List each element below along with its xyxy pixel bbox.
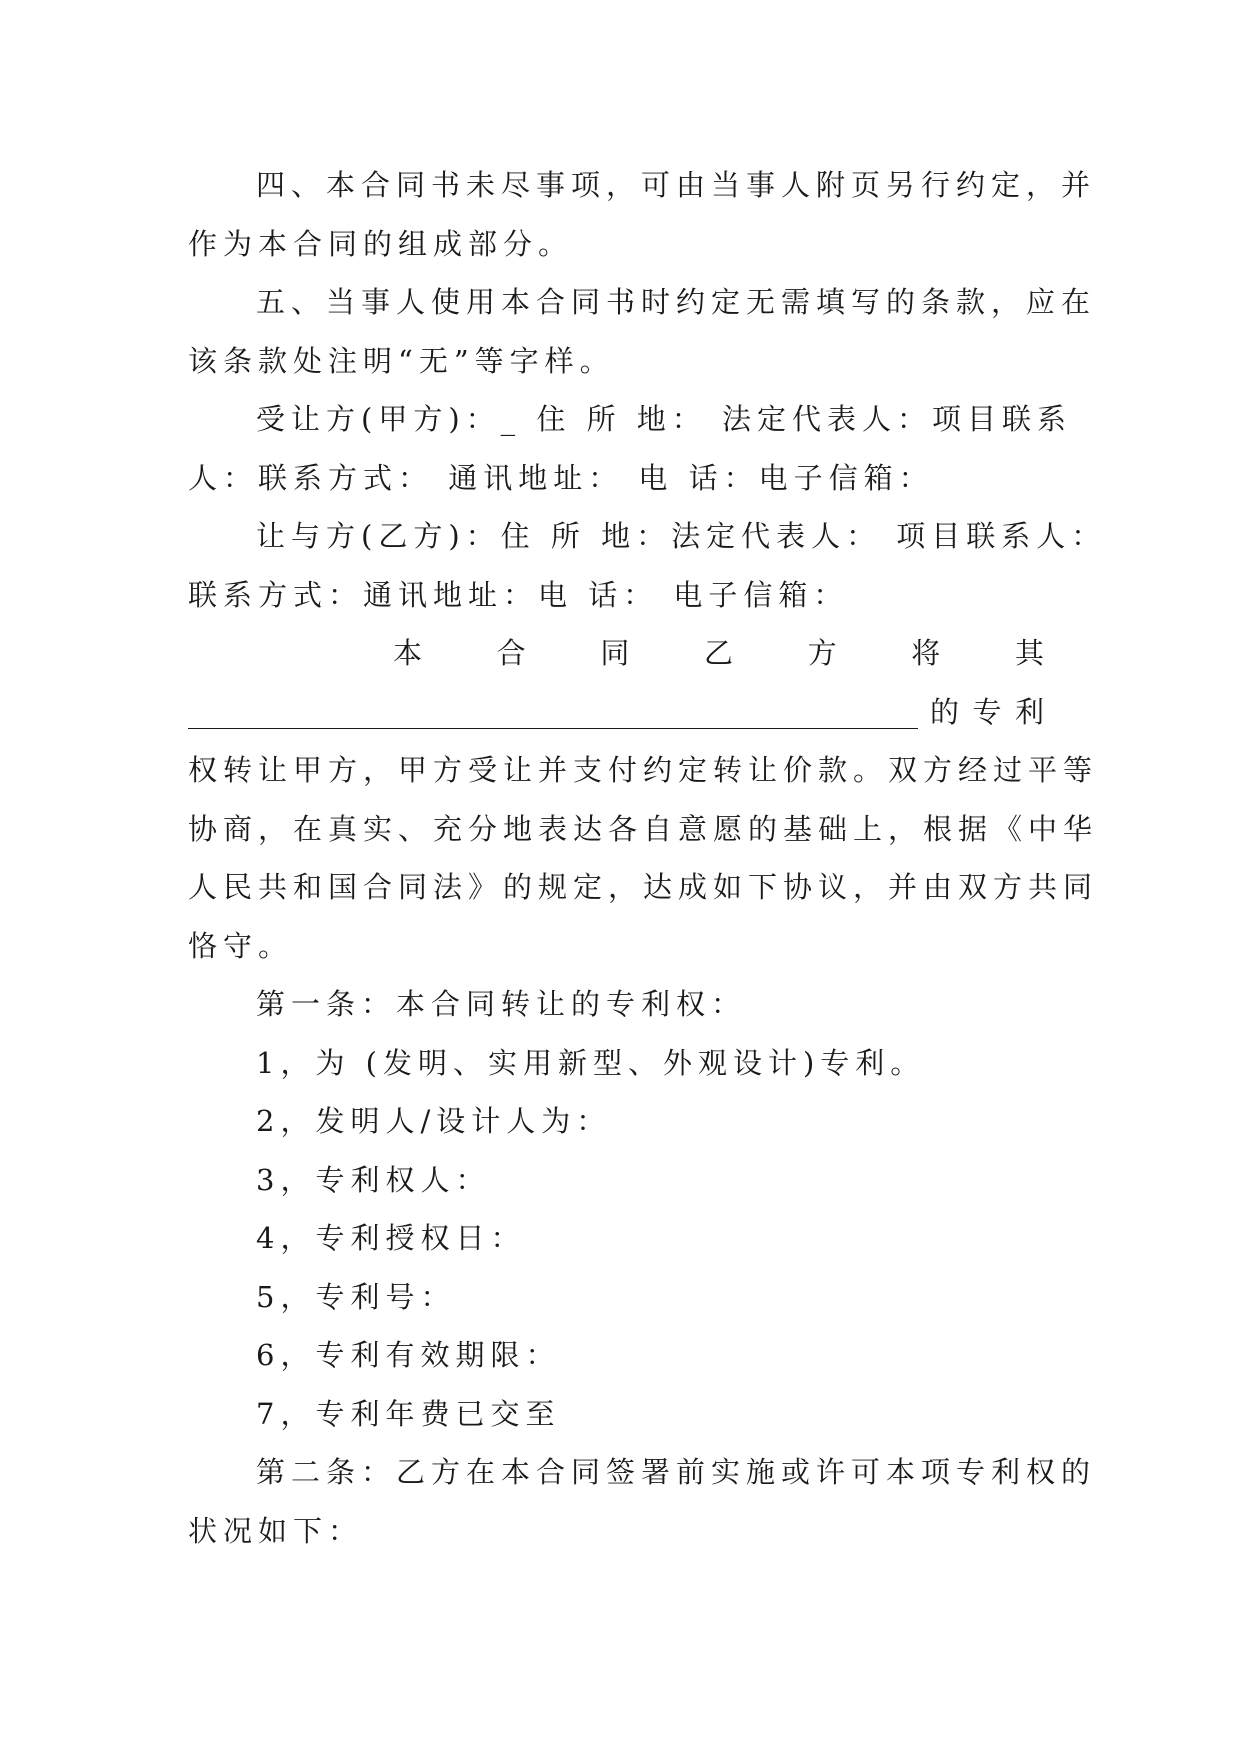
list-item: 6，专利有效期限： <box>256 1338 561 1372</box>
document-body <box>188 156 1107 1560</box>
list-item: 3，专利权人： <box>256 1162 491 1197</box>
article-2: 第二条：乙方在本合同签署前实施或许可本项专利权的 状况如下： <box>188 1455 1097 1548</box>
paragraph-item-4: 四、本合同书未尽事项，可由当事人附页另行约定，并 作为本合同的组成部分。 <box>188 168 1097 261</box>
article-1-title: 第一条：本合同转让的专利权： <box>256 987 747 1021</box>
list-item: 5，专利号： <box>256 1279 456 1314</box>
party-a-info: 受让方(甲方)：_ 住 所 地： 法定代表人：项目联系 人：联系方式： 通讯地址： 电 话：电子信箱： <box>188 402 1073 495</box>
patent-name-blank-line: 的 专 利 <box>188 683 1050 742</box>
list-item: 4，专利授权日： <box>256 1221 526 1255</box>
intro-spread-line: 本 合 同 乙 方 将 其 <box>393 636 1050 670</box>
intro-paragraph-rest: 权转让甲方，甲方受让并支付约定转让价款。双方经过平等 协商，在真实、充分地表达各自意愿的基础上，根据《中华 人民共和国合同法》的规定，达成如下协议，并由双方共同 恪守。 <box>188 753 1099 963</box>
paragraph-item-5: 五、当事人使用本合同书时约定无需填写的条款，应在 该条款处注明“无”等字样。 <box>188 285 1097 378</box>
list-item: 1，为 (发明、实用新型、外观设计)专利。 <box>256 1045 926 1080</box>
patent-name-blank <box>188 690 918 729</box>
list-item: 2，发明人/设计人为： <box>256 1104 612 1138</box>
list-item: 7，专利年费已交至 <box>256 1396 561 1431</box>
party-b-info: 让与方(乙方)：住 所 地：法定代表人： 项目联系人： 联系方式：通讯地址：电 话： 电子信箱： <box>188 519 1107 612</box>
